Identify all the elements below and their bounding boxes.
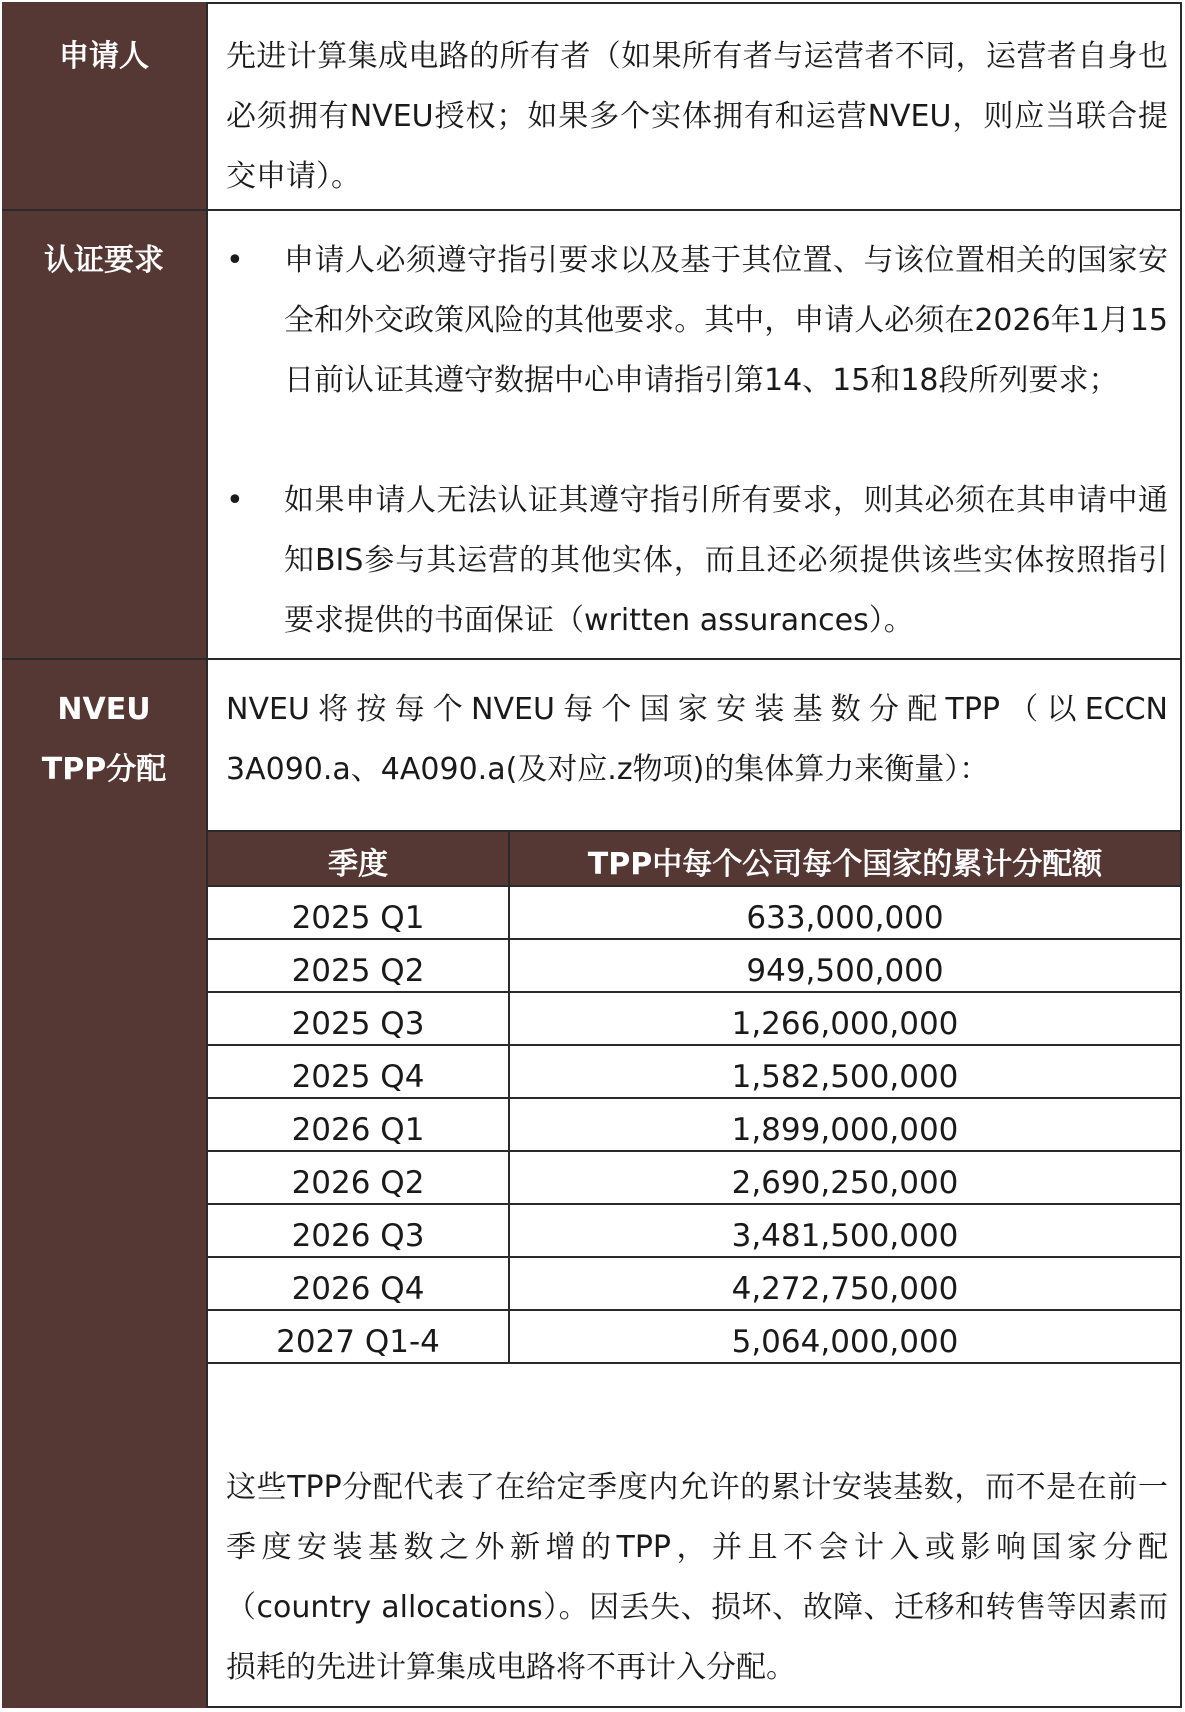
certification-content [208, 211, 1182, 658]
quarter-cell: 2026 Q1 [207, 1098, 509, 1151]
quarter-cell: 2026 Q4 [207, 1257, 509, 1310]
applicant-label: 申请人 [59, 39, 149, 74]
allocation-label-line1: NVEU [57, 692, 151, 727]
allocation-cell: 2,690,250,000 [509, 1151, 1181, 1204]
certification-label: 认证要求 [44, 243, 164, 278]
table-row [207, 939, 1181, 992]
quarter-cell: 2025 Q1 [207, 886, 509, 939]
table-row [207, 1310, 1181, 1363]
allocation-label-line2: TPP分配 [41, 752, 167, 787]
allocation-cell: 1,899,000,000 [509, 1098, 1181, 1151]
certification-row [2, 211, 1182, 658]
allocation-cell: 633,000,000 [509, 886, 1181, 939]
table-row [207, 1204, 1181, 1257]
allocation-intro: NVEU将按每个NVEU每个国家安装基数分配TPP（以ECCN 3A090.a、4A090.a(及对应.z物项)的集体算力来衡量）： [226, 692, 1168, 787]
quarter-cell: 2026 Q3 [207, 1204, 509, 1257]
column-header-allocation: TPP中每个公司每个国家的累计分配额 [509, 831, 1181, 886]
list-item: 如果申请人无法认证其遵守指引所有要求，则其必须在其申请中通知BIS参与其运营的其他实体，而且还必须提供该些实体按照指引要求提供的书面保证（written assurances）。 [284, 483, 1168, 638]
row-label-cell [2, 2, 208, 209]
table-row [207, 1257, 1181, 1310]
tpp-allocation-table [206, 830, 1182, 1364]
list-item: 申请人必须遵守指引要求以及基于其位置、与该位置相关的国家安全和外交政策风险的其他要求。其中，申请人必须在2026年1月15日前认证其遵守数据中心申请指引第14、15和18段所列要求； [284, 243, 1168, 398]
bullet-icon: • [226, 483, 244, 518]
allocation-cell: 1,582,500,000 [509, 1045, 1181, 1098]
quarter-cell: 2026 Q2 [207, 1151, 509, 1204]
table-row [207, 1098, 1181, 1151]
allocation-cell: 4,272,750,000 [509, 1257, 1181, 1310]
applicant-text: 先进计算集成电路的所有者（如果所有者与运营者不同，运营者自身也必须拥有NVEU授权；如果多个实体拥有和运营NVEU，则应当联合提交申请）。 [226, 39, 1168, 194]
applicant-content [208, 2, 1182, 209]
table-row [207, 992, 1181, 1045]
table-header-row [207, 831, 1181, 886]
allocation-note: 这些TPP分配代表了在给定季度内允许的累计安装基数，而不是在前一季度安装基数之外新增的TPP，并且不会计入或影响国家分配（country allocations）。因丢失、损坏、故障、迁移和转售等因素而损耗的先进计算集成电路将不再计入分配。 [226, 1470, 1168, 1685]
row-label-cell [2, 211, 208, 658]
quarter-cell: 2027 Q1-4 [207, 1310, 509, 1363]
table-row [207, 1151, 1181, 1204]
allocation-cell: 5,064,000,000 [509, 1310, 1181, 1363]
quarter-cell: 2025 Q2 [207, 939, 509, 992]
quarter-cell: 2025 Q4 [207, 1045, 509, 1098]
allocation-cell: 1,266,000,000 [509, 992, 1181, 1045]
bullet-icon: • [226, 243, 244, 278]
table-row [207, 886, 1181, 939]
row-label-cell [2, 660, 208, 1708]
table-row [207, 1045, 1181, 1098]
quarter-cell: 2025 Q3 [207, 992, 509, 1045]
applicant-row [2, 2, 1182, 209]
column-header-quarter: 季度 [207, 831, 509, 886]
allocation-cell: 949,500,000 [509, 939, 1181, 992]
allocation-cell: 3,481,500,000 [509, 1204, 1181, 1257]
